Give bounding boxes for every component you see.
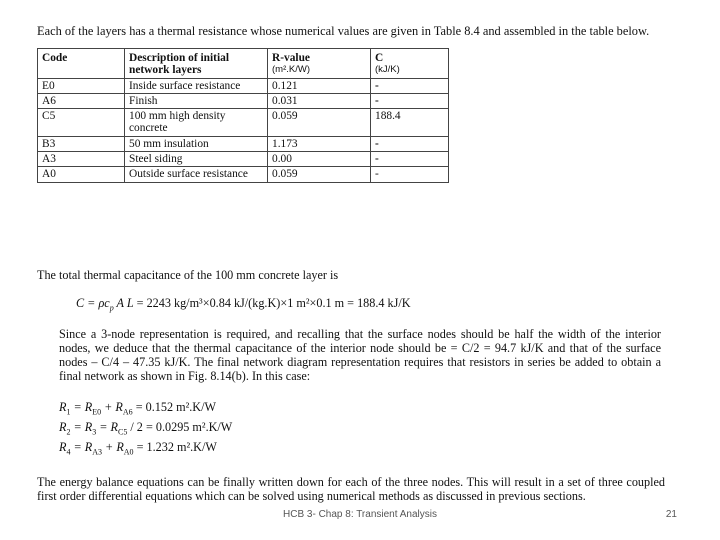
- row-code: A0: [38, 167, 125, 182]
- eq-lhs: R: [59, 420, 67, 434]
- capacitance-eq-sub: p: [109, 303, 114, 313]
- row-c: 188.4: [371, 109, 449, 137]
- row-r: 0.059: [268, 109, 371, 137]
- row-description: Finish: [125, 93, 268, 108]
- row-code: A3: [38, 152, 125, 167]
- eq-sub: E0: [92, 407, 102, 417]
- row-code: B3: [38, 136, 125, 151]
- row-c: -: [371, 152, 449, 167]
- equation-r1: [59, 400, 216, 416]
- row-r: 1.173: [268, 136, 371, 151]
- eq-term: = R: [70, 440, 93, 454]
- eq-term: = R: [70, 400, 93, 414]
- eq-lhs-sub: 2: [66, 427, 71, 437]
- header-code: Code: [38, 49, 125, 79]
- table-row: [38, 152, 449, 167]
- header-r-value: [268, 49, 371, 79]
- table-row: [38, 78, 449, 93]
- energy-balance-paragraph: The energy balance equations can be finally written down for each of the three nodes. This will result in a set of three coupled first order differential equations which can be solved using numerical methods as discussed in previous sections.: [37, 475, 665, 503]
- row-code: C5: [38, 109, 125, 137]
- equation-r4: [59, 440, 217, 456]
- eq-term: = R: [96, 420, 118, 434]
- header-description: Description of initial network layers: [125, 49, 268, 79]
- header-c: [371, 49, 449, 79]
- slide-footer: HCB 3- Chap 8: Transient Analysis: [283, 509, 437, 520]
- eq-sub: 3: [92, 427, 97, 437]
- eq-sub: A0: [123, 447, 134, 457]
- page-number: 21: [665, 509, 677, 520]
- header-r-label: R-value: [272, 52, 310, 64]
- row-description: Outside surface resistance: [125, 167, 268, 182]
- eq-lhs: R: [59, 400, 67, 414]
- row-r: 0.121: [268, 78, 371, 93]
- row-c: -: [371, 136, 449, 151]
- eq-result: = 0.152 m².K/W: [132, 400, 216, 414]
- row-code: A6: [38, 93, 125, 108]
- three-node-paragraph: Since a 3-node representation is required, and recalling that the surface nodes should be half the width of the interior nodes, we deduce that the thermal capacitance of the interior node should be = C/2 = 94.7 kJ/K and that of the surface nodes – C/4 – 47.35 kJ/K. The final network diagram representation requires that resistors in series be added to obtain a final network as shown in Fig. 8.14(b). In this case:: [59, 327, 661, 383]
- eq-result: / 2 = 0.0295 m².K/W: [127, 420, 233, 434]
- row-r: 0.00: [268, 152, 371, 167]
- row-c: -: [371, 93, 449, 108]
- capacitance-eq-lhs: C = ρc: [76, 296, 110, 310]
- eq-term: + R: [102, 440, 124, 454]
- row-code: E0: [38, 78, 125, 93]
- table-row: [38, 136, 449, 151]
- eq-sub: A3: [92, 447, 102, 457]
- eq-sub: A6: [122, 407, 133, 417]
- row-description: Steel siding: [125, 152, 268, 167]
- thermal-resistance-table: [37, 48, 449, 183]
- eq-lhs: R: [59, 440, 67, 454]
- eq-term: + R: [101, 400, 123, 414]
- row-description: 50 mm insulation: [125, 136, 268, 151]
- capacitance-intro: The total thermal capacitance of the 100 mm concrete layer is: [37, 268, 339, 282]
- row-r: 0.059: [268, 167, 371, 182]
- capacitance-equation: [76, 296, 411, 312]
- row-c: -: [371, 78, 449, 93]
- table-header-row: [38, 49, 449, 79]
- eq-sub: C5: [117, 427, 128, 437]
- header-c-unit: (kJ/K): [375, 64, 400, 76]
- row-description: Inside surface resistance: [125, 78, 268, 93]
- header-r-unit: (m².K/W): [272, 64, 310, 76]
- row-r: 0.031: [268, 93, 371, 108]
- eq-lhs-sub: 1: [66, 407, 71, 417]
- table-row: [38, 109, 449, 137]
- capacitance-eq-mid: A L: [113, 296, 134, 310]
- header-c-label: C: [375, 52, 384, 64]
- eq-lhs-sub: 4: [66, 447, 71, 457]
- row-description: 100 mm high density concrete: [125, 109, 268, 137]
- intro-sentence: Each of the layers has a thermal resistance whose numerical values are given in Table 8.4 and assembled in the table below.: [37, 24, 650, 38]
- table-row: [38, 167, 449, 182]
- equation-r2: [59, 420, 232, 436]
- capacitance-eq-rhs: = 2243 kg/m³×0.84 kJ/(kg.K)×1 m²×0.1 m = 188.4 kJ/K: [133, 296, 411, 310]
- row-c: -: [371, 167, 449, 182]
- eq-term: = R: [70, 420, 93, 434]
- eq-result: = 1.232 m².K/W: [133, 440, 217, 454]
- table-row: [38, 93, 449, 108]
